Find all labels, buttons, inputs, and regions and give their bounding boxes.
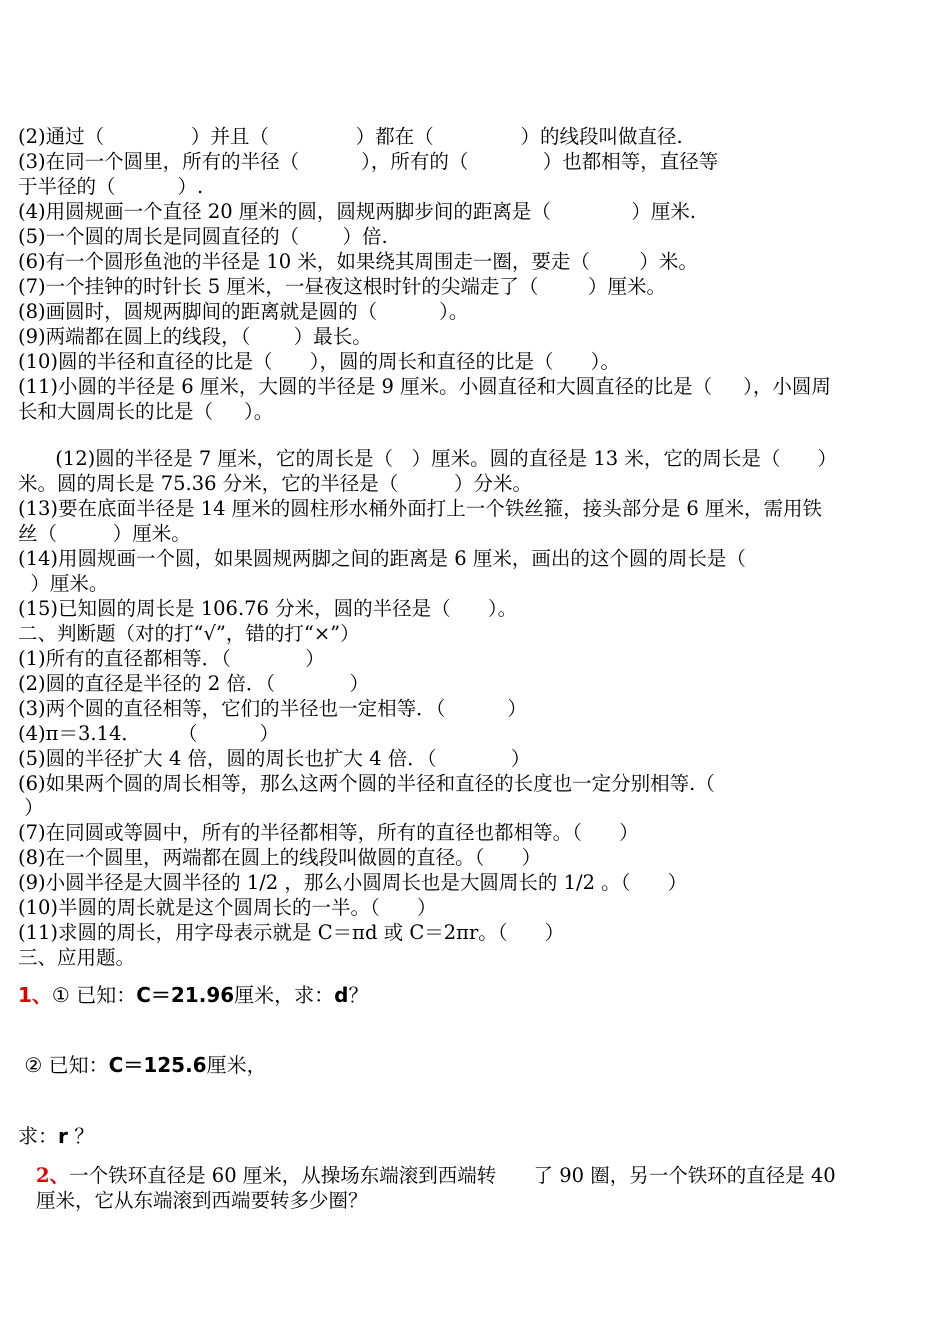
variable: r: [58, 1124, 68, 1148]
judge-line: (5)圆的半径扩大 4 倍，圆的周长也扩大 4 倍．（ ）: [18, 747, 531, 770]
judge-line: (3)两个圆的直径相等，它们的半径也一定相等．（ ）: [18, 697, 527, 720]
fill-line: (6)有一个圆形鱼池的半径是 10 米，如果绕其周围走一圈，要走（ ）米。: [18, 250, 698, 273]
question-text: ① 已知：: [51, 983, 137, 1007]
judge-line: (6)如果两个圆的周长相等，那么这两个圆的半径和直径的长度也一定分别相等.（: [18, 772, 715, 795]
fill-line: (11)小圆的半径是 6 厘米，大圆的半径是 9 厘米。小圆直径和大圆直径的比是（ ），小圆周: [18, 375, 831, 398]
fill-line: (2)通过（ ）并且（ ）都在（ ）的线段叫做直径.: [18, 125, 683, 148]
fill-line: 米。圆的周长是 75.36 分米，它的半径是（ ）分米。: [18, 472, 533, 495]
question-text: ② 已知：: [18, 1053, 109, 1077]
question-text: ？: [67, 1124, 95, 1148]
judge-line: (1)所有的直径都相等．（ ）: [18, 647, 325, 670]
judge-line: (4)π＝3.14． （ ）: [18, 722, 280, 745]
fill-line: (5)一个圆的周长是同圆直径的（ ）倍.: [18, 225, 388, 248]
judge-line: (2)圆的直径是半径的 2 倍．（ ）: [18, 672, 370, 695]
formula: C＝125.6: [108, 1053, 207, 1077]
fill-line: (15)已知圆的周长是 106.76 分米，圆的半径是（ ）。: [18, 597, 518, 620]
fill-line: (14)用圆规画一个圆，如果圆规两脚之间的距离是 6 厘米，画出的这个圆的周长是（: [18, 547, 746, 570]
question-2-line-1: [36, 1163, 916, 1188]
question-text: 一个铁环直径是 60 厘米，从操场东端滚到西端转 了 90 圈，另一个铁环的直径是 40: [69, 1164, 836, 1187]
judge-line: (10)半圆的周长就是这个圆周长的一半。（ ）: [18, 896, 437, 919]
judge-line: (9)小圆半径是大圆半径的 1/2 ，那么小圆周长也是大圆周长的 1/2 。（ ）: [18, 871, 688, 894]
question-number: 2: [36, 1164, 50, 1187]
question-1-part-2: [18, 1053, 918, 1078]
question-text: ？: [348, 983, 369, 1007]
question-separator: 、: [31, 983, 52, 1007]
variable: d: [334, 983, 349, 1007]
question-1-part-1: [18, 983, 918, 1008]
fill-line: (3)在同一个圆里，所有的半径（ ），所有的（ ）也都相等，直径等: [18, 150, 719, 173]
question-text: 求：: [18, 1124, 58, 1148]
question-1-part-3: [18, 1124, 918, 1149]
fill-line: (9)两端都在圆上的线段，（ ）最长。: [18, 325, 372, 348]
fill-line: (13)要在底面半径是 14 厘米的圆柱形水桶外面打上一个铁丝箍，接头部分是 6 厘米，需用铁: [18, 497, 823, 520]
fill-line: ）厘米。: [18, 572, 109, 595]
judge-section-title: 二、判断题（对的打“√”，错的打“×”）: [18, 622, 360, 645]
question-separator: 、: [49, 1164, 70, 1187]
fill-line: (10)圆的半径和直径的比是（ ），圆的周长和直径的比是（ ）。: [18, 350, 620, 373]
fill-line: (12)圆的半径是 7 厘米，它的周长是（ ）厘米。圆的直径是 13 米，它的周长是（ ）: [18, 447, 838, 470]
application-section-title: 三、应用题。: [18, 946, 136, 969]
question-text: 厘米，求：: [234, 983, 335, 1007]
formula: C＝21.96: [136, 983, 235, 1007]
judge-line: (11)求圆的周长，用字母表示就是 C＝πd 或 C＝2πr。（ ）: [18, 921, 565, 944]
judge-line: ）: [18, 796, 44, 819]
fill-line: 于半径的（ ）.: [18, 175, 204, 198]
fill-line: 长和大圆周长的比是（ ）。: [18, 400, 274, 423]
judge-line: (8)在一个圆里，两端都在圆上的线段叫做圆的直径。（ ）: [18, 846, 542, 869]
fill-line: (4)用圆规画一个直径 20 厘米的圆，圆规两脚步间的距离是（ ）厘米.: [18, 200, 697, 223]
question-text: 厘米，: [206, 1053, 267, 1077]
fill-line: (8)画圆时，圆规两脚间的距离就是圆的（ ）。: [18, 300, 469, 323]
fill-line: (7)一个挂钟的时针长 5 厘米，一昼夜这根时针的尖端走了（ ）厘米。: [18, 275, 667, 298]
question-number: 1: [18, 983, 32, 1007]
fill-line: 丝（ ）厘米。: [18, 522, 191, 545]
question-2-line-2: 厘米，它从东端滚到西端要转多少圈？: [36, 1189, 368, 1212]
judge-line: (7)在同圆或等圆中，所有的半径都相等，所有的直径也都相等。（ ）: [18, 821, 639, 844]
